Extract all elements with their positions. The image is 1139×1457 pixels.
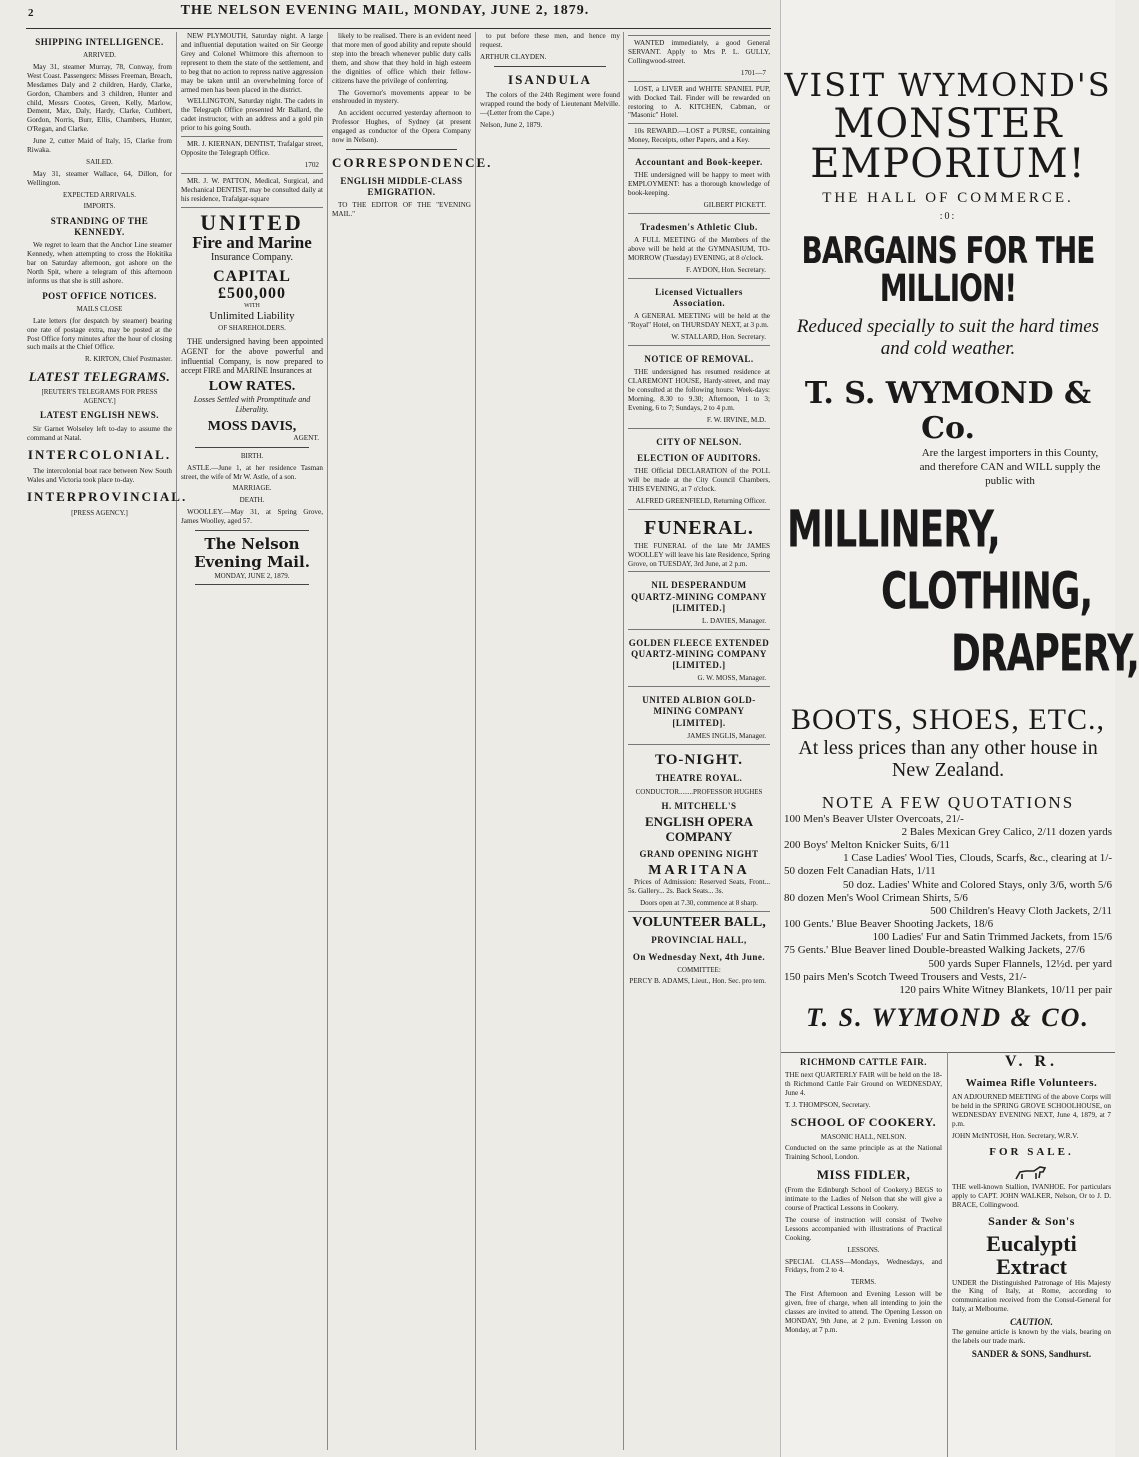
wellington-text: WELLINGTON, Saturday night. The cadets in the Telegraph Office presented Mr Ballard, the cadet instructor, with an address and a gold pin prior to his going South. xyxy=(181,97,323,133)
volunteer-ball-ad xyxy=(628,911,770,986)
lessons-heading: LESSONS. xyxy=(847,1245,880,1254)
united-albion-ad xyxy=(628,686,770,740)
theatre-heading: THEATRE ROYAL. xyxy=(655,773,743,784)
athletic-text: A FULL MEETING of the Members of the above will be held at the GYMNASIUM, TO-MORROW (Tuesday) EVENING, at 8 o'clock. xyxy=(628,236,770,263)
poem-dateline: Nelson, June 2, 1879. xyxy=(480,120,543,129)
insurance-ad-low-rates: LOW RATES. xyxy=(208,379,296,395)
ad-footer-firm-name: T. S. WYMOND & CO. xyxy=(806,1003,1090,1033)
death-heading: DEATH. xyxy=(239,496,265,505)
athletic-heading: Tradesmen's Athletic Club. xyxy=(640,222,758,233)
golden-fleece-ad xyxy=(628,629,770,683)
ad-boots-shoes: BOOTS, SHOES, ETC., xyxy=(790,702,1106,736)
quotation-item: 50 doz. Ladies' White and Colored Stays, only 3/6, worth 5/6 xyxy=(842,878,1112,891)
ad-drapery: DRAPERY, xyxy=(951,625,1139,683)
funeral-ad xyxy=(628,509,770,569)
quotation-item: 200 Boys' Melton Knicker Suits, 6/11 xyxy=(784,838,950,851)
birth-text: ASTLE.—June 1, at her residence Tasman street, the wife of Mr W. Astle, of a son. xyxy=(181,463,323,481)
victuallers-signature: W. STALLARD, Hon. Secretary. xyxy=(671,333,766,342)
course-text: The course of instruction will consist of Twelve Lessons accompanied with illustrations of Practical Cooking. xyxy=(785,1216,942,1242)
insurance-ad-company: Insurance Company. xyxy=(210,252,294,264)
ad-hall-of-commerce: THE HALL OF COMMERCE. xyxy=(822,190,1074,206)
column-3 xyxy=(332,32,493,1450)
english-news-text: Sir Garnet Wolseley left to-day to assume the command at Natal. xyxy=(27,424,172,442)
lost-spaniel-text: LOST, a LIVER and WHITE SPANIEL PUP, with Docked Tail. Finder will be rewarded on restoring to A. KITCHEN, Cabman, or "Masonic" Hotel. xyxy=(628,84,770,120)
tonight-heading: TO-NIGHT. xyxy=(654,751,744,768)
correspondence-heading: CORRESPONDENCE. xyxy=(332,155,493,171)
removal-heading: NOTICE OF REMOVAL. xyxy=(644,353,754,364)
column-rule xyxy=(327,32,328,1450)
vr-emblem: V. R. xyxy=(1004,1053,1059,1070)
election-ad xyxy=(628,428,770,506)
school-cookery-heading: SCHOOL OF COOKERY. xyxy=(790,1114,937,1129)
victuallers-ad xyxy=(628,278,770,342)
golden-fleece-heading: GOLDEN FLEECE EXTENDED QUARTZ-MINING COMPANY [LIMITED.] xyxy=(628,637,770,671)
column-rule xyxy=(947,1052,948,1457)
quotation-item: 150 pairs Men's Scotch Tweed Trousers and Vests, 21/- xyxy=(784,970,1027,983)
marriage-heading: MARRIAGE. xyxy=(232,484,272,493)
funeral-text: THE FUNERAL of the late Mr JAMES WOOLLEY will leave his late Residence, Spring Grove, on TUESDAY, 3rd June, at 2 p.m. xyxy=(628,541,770,568)
quotation-item: 100 Men's Beaver Ulster Overcoats, 21/- xyxy=(784,812,964,825)
mails-close-heading: MAILS CLOSE xyxy=(76,304,123,313)
provincial-hall-heading: PROVINCIAL HALL, xyxy=(651,935,747,946)
birth-heading: BIRTH. xyxy=(240,451,264,460)
golden-fleece-signature: G. W. MOSS, Manager. xyxy=(697,674,766,683)
death-text: WOOLLEY.—May 31, at Spring Grove, James Woolley, aged 57. xyxy=(181,507,323,525)
waimea-text: AN ADJOURNED MEETING of the above Corps will be held in the SPRING GROVE SCHOOLHOUSE, on WEDNESDAY EVENING NEXT, June 4, 1879, at 7 p.m. xyxy=(952,1093,1111,1129)
column-2 xyxy=(181,32,323,1450)
column-rule xyxy=(475,32,476,1450)
paper-title: The Nelson Evening Mail. xyxy=(194,534,310,572)
quotation-item: 75 Gents.' Blue Beaver lined Double-breasted Walking Jackets, 27/6 xyxy=(784,944,1085,957)
divider xyxy=(494,66,606,67)
victuallers-text: A GENERAL MEETING will be held at the "Royal" Hotel, on THURSDAY NEXT, at 3 p.m. xyxy=(628,312,770,330)
insurance-ad-liability: Unlimited Liability xyxy=(209,310,295,323)
volunteer-ball-heading: VOLUNTEER BALL, xyxy=(632,915,766,930)
removal-text: THE undersigned has resumed residence at CLAREMONT HOUSE, Hardy-street, and may be consulted at the following hours: Week-days: Morning, 8.30 to 9.30; Afternoon, 1 to 3; Evening, 6 to 7; Sundays, 2 to 4 p.m. xyxy=(628,368,770,412)
intercolonial-heading: INTERCOLONIAL. xyxy=(27,447,172,463)
divider xyxy=(195,584,309,585)
column-rule xyxy=(176,32,177,1450)
governor-text: The Governor's movements appear to be enshrouded in mystery. xyxy=(332,88,471,106)
quotation-item: 50 dozen Felt Canadian Hats, 1/11 xyxy=(784,865,936,878)
quotation-item: 500 yards Super Flannels, 12½d. per yard xyxy=(928,957,1112,970)
ad-importers-text: Are the largest importers in this County, and therefore CAN and WILL supply the public with xyxy=(919,446,1101,488)
insurance-ad-shareholders: OF SHAREHOLDERS. xyxy=(218,324,286,333)
stranding-heading: STRANDING OF THE KENNEDY. xyxy=(50,215,149,238)
accountant-signature: GILBERT PICKETT. xyxy=(703,201,766,210)
dentist-ad-text: MR. J. KIERNAN, DENTIST, Trafalgar street, Opposite the Telegraph Office. xyxy=(181,140,323,158)
reward-ad xyxy=(628,123,770,145)
servant-wanted-number: 1701—7 xyxy=(740,68,766,77)
grand-opening-heading: GRAND OPENING NIGHT xyxy=(639,848,759,859)
richmond-heading: RICHMOND CATTLE FAIR. xyxy=(800,1057,927,1067)
conductor-line: CONDUCTOR........PROFESSOR HUGHES xyxy=(635,787,763,796)
united-albion-signature: JAMES INGLIS, Manager. xyxy=(687,731,766,740)
election-heading: ELECTION OF AUDITORS. xyxy=(637,452,761,463)
post-office-text: Late letters (for despatch by steamer) bearing one rate of postage extra, may be posted at the Post Office forty minutes after the hour of closing such mails at the Chief Office. xyxy=(27,316,172,352)
arrived-heading: ARRIVED. xyxy=(83,51,116,60)
letter-salutation: TO THE EDITOR OF THE "EVENING MAIL." xyxy=(332,201,471,219)
sailed-text: May 31, steamer Wallace, 64, Dillon, for Wellington. xyxy=(27,169,172,187)
quotation-item: 2 Bales Mexican Grey Calico, 2/11 dozen yards xyxy=(901,825,1112,838)
election-text: THE Official DECLARATION of the POLL will be made at the City Council Chambers, THIS EVENING, at 7 o'clock. xyxy=(628,466,770,493)
accountant-text: THE undersigned will be happy to meet with EMPLOYMENT: has a thorough knowledge of book-keeping. xyxy=(628,171,770,198)
arrived-text-2: June 2, cutter Maid of Italy, 15, Clarke from Riwaka. xyxy=(27,137,172,155)
eucalypti-text: UNDER the Distinguished Patronage of His Majesty the King of Italy, at Rome, according to communication received from the Consul-General for Italy, at Melbourne. xyxy=(952,1278,1111,1314)
city-heading: CITY OF NELSON. xyxy=(656,436,742,447)
insurance-ad-united: UNITED xyxy=(200,209,304,235)
removal-ad xyxy=(628,345,770,425)
reward-text: 10s REWARD.—LOST a PURSE, containing Money, Receipts, other Papers, and a Key. xyxy=(628,127,770,145)
insurance-ad-losses: Losses Settled with Promptitude and Liberality. xyxy=(193,394,311,414)
stranding-text: We regret to learn that the Anchor Line steamer Kennedy, when attempting to cross the Hokitika bar on Saturday afternoon, got ashore on the North Spit, where a telegram of this afternoon informs us that she is still ashore. xyxy=(27,241,172,285)
letter-signature: ARTHUR CLAYDEN. xyxy=(480,52,547,61)
masthead-title: THE NELSON EVENING MAIL, MONDAY, JUNE 2, 1879. xyxy=(180,3,590,18)
column-4 xyxy=(480,32,620,1450)
lessons-text: SPECIAL CLASS—Mondays, Wednesdays, and Fridays, from 2 to 4. xyxy=(785,1257,942,1275)
mitchell-heading: H. MITCHELL'S xyxy=(661,801,737,812)
quotation-item: 80 dozen Men's Wool Crimean Shirts, 5/6 xyxy=(784,891,968,904)
insurance-ad-agent: AGENT. xyxy=(293,433,319,442)
insurance-ad xyxy=(181,207,323,443)
dentist-ad-number: 1702 xyxy=(304,160,319,169)
quotation-item: 100 Ladies' Fur and Satin Trimmed Jackets, from 15/6 xyxy=(872,931,1112,944)
lost-spaniel-ad xyxy=(628,81,770,121)
isandula-epigraph: The colors of the 24th Regiment were found wrapped round the body of Lieutenant Melville.—(Letter from the Cape.) xyxy=(480,90,620,117)
intercolonial-text: The intercolonial boat race between New South Wales and Victoria took place to-day. xyxy=(27,466,172,484)
masonic-hall-heading: MASONIC HALL, NELSON. xyxy=(820,1132,907,1141)
eucalypti-heading: Eucalypti Extract xyxy=(986,1231,1077,1280)
ball-date-heading: On Wednesday Next, 4th June. xyxy=(632,951,766,962)
ball-signature: PERCY B. ADAMS, Lieut., Hon. Sec. pro tem. xyxy=(629,977,766,986)
expected-heading: EXPECTED ARRIVALS. xyxy=(63,190,136,199)
ad-quotations-heading: NOTE A FEW QUOTATIONS xyxy=(821,792,1075,812)
shipping-heading: SHIPPING INTELLIGENCE. xyxy=(35,37,164,47)
for-sale-heading: FOR SALE. xyxy=(989,1146,1074,1159)
paper-date: MONDAY, JUNE 2, 1879. xyxy=(214,571,290,580)
ad-clothing: CLOTHING, xyxy=(881,563,1093,621)
masthead xyxy=(0,3,770,27)
divider xyxy=(195,447,309,448)
editorial-text: likely to be realised. There is an evident need that more men of good ability and repute should step into the breach whenever public duty calls them, and show that they hold in high esteem the dignities of office which their fellow-citizens have the privilege of conferring. xyxy=(332,32,471,85)
insurance-ad-agent-name: MOSS DAVIS, xyxy=(207,418,297,434)
funeral-heading: FUNERAL. xyxy=(644,516,754,539)
isandula-heading: ISANDULA xyxy=(508,71,592,87)
dentist-ad-text-2: MR. J. W. PATTON, Medical, Surgical, and Mechanical DENTIST, may be consulted daily at his residence, Trafalgar-square xyxy=(181,176,323,203)
divider xyxy=(195,530,309,531)
wymonds-advertisement xyxy=(780,0,1139,1457)
election-signature: ALFRED GREENFIELD, Returning Officer. xyxy=(635,496,766,505)
interprovincial-heading: INTERPROVINCIAL. xyxy=(27,489,188,505)
ad-bargains: BARGAINS FOR THE MILLION! xyxy=(801,228,1095,311)
ad-visit-wymonds: VISIT WYMOND'S xyxy=(784,66,1112,104)
waimea-heading: Waimea Rifle Volunteers. xyxy=(965,1076,1098,1089)
reuter-subheading: [REUTER'S TELEGRAMS FOR PRESS AGENCY.] xyxy=(41,388,158,405)
ad-reduced: Reduced specially to suit the hard times and cold weather. xyxy=(796,316,1100,359)
dentist-ad-patton xyxy=(181,173,323,204)
terms-text: The First Afternoon and Evening Lesson will be given, free of charge, when all intending to join the classes are invited to attend. The Opening Lesson on MONDAY, 9th June, at 2 p.m. Evening Lesson on Monday, at 7 p.m. xyxy=(785,1290,942,1334)
servant-wanted-ad xyxy=(628,35,770,78)
postmaster-signature: R. KIRTON, Chief Postmaster. xyxy=(85,355,172,364)
imports-heading: IMPORTS. xyxy=(83,202,116,211)
right-lower-ads xyxy=(781,1052,1115,1457)
insurance-ad-capital: CAPITAL £500,000 xyxy=(213,267,291,303)
nil-desperandum-heading: NIL DESPERANDUM QUARTZ-MINING COMPANY [LIMITED.] xyxy=(631,580,767,613)
accountant-ad xyxy=(628,148,770,210)
ad-less-prices: At less prices than any other house in New Zealand. xyxy=(798,736,1098,781)
quotation-item: 120 pairs White Witney Blankets, 10/11 per pair xyxy=(899,984,1112,997)
sander-signature: SANDER & SONS, Sandhurst. xyxy=(971,1349,1092,1360)
column-1 xyxy=(27,32,188,1450)
prices-text: Prices of Admission: Reserved Seats, Front... 5s. Gallery... 2s. Back Seats... 3s. xyxy=(628,878,770,896)
doors-text: Doors open at 7.30, commence at 8 sharp. xyxy=(640,899,758,908)
post-office-heading: POST OFFICE NOTICES. xyxy=(42,290,157,301)
miss-fidler-heading: MISS FIDLER, xyxy=(816,1167,911,1183)
ornament-divider: :0: xyxy=(939,211,957,222)
insurance-ad-text: THE undersigned having been appointed AGENT for the above powerful and influential Company, is now prepared to accept FIRE and MARINE Insurances at xyxy=(181,336,323,376)
english-news-heading: LATEST ENGLISH NEWS. xyxy=(40,410,159,421)
lower-left-column xyxy=(785,1052,942,1457)
ad-monster-emporium: MONSTER EMPORIUM! xyxy=(810,101,1086,187)
lower-right-column xyxy=(952,1052,1111,1457)
sander-heading: Sander & Son's xyxy=(988,1214,1075,1229)
victuallers-heading: Licensed Victuallers Association. xyxy=(655,286,743,309)
insurance-ad-with: WITH xyxy=(244,303,260,310)
letter-text: to put before these men, and hence my request. xyxy=(480,32,620,49)
nil-desperandum-ad xyxy=(628,571,770,625)
fidler-text: (From the Edinburgh School of Cookery.) BEGS to intimate to the Ladies of Nelson that she will give a course of Practical Lessons in Cookery. xyxy=(785,1186,942,1213)
servant-wanted-text: WANTED immediately, a good General SERVANT. Apply to Mrs P. L. GULLY, Collingwood-street. xyxy=(628,39,770,65)
dentist-ad-kiernan xyxy=(181,136,323,170)
waimea-signature: JOHN McINTOSH, Hon. Secretary, W.R.V. xyxy=(952,1132,1079,1141)
divider xyxy=(346,149,457,150)
telegrams-heading: LATEST TELEGRAMS. xyxy=(28,369,171,385)
caution-text: The genuine article is known by the vials, bearing on the labels our trade mark. xyxy=(952,1328,1111,1346)
nil-desperandum-signature: L. DAVIES, Manager. xyxy=(702,616,766,625)
emigration-heading: ENGLISH MIDDLE-CLASS EMIGRATION. xyxy=(340,176,463,198)
quotations-list xyxy=(781,813,1115,998)
sailed-heading: SAILED. xyxy=(86,158,113,167)
opera-ad xyxy=(628,744,770,908)
quotation-item: 1 Case Ladies' Wool Ties, Clouds, Scarfs, &c., clearing at 1/- xyxy=(843,852,1112,865)
quotation-item: 100 Gents.' Blue Beaver Shooting Jackets, 18/6 xyxy=(784,918,994,931)
richmond-text: THE next QUARTERLY FAIR will be held on the 18-th Richmond Cattle Fair Ground on WEDNESDAY, June 4. xyxy=(785,1071,942,1097)
terms-heading: TERMS. xyxy=(850,1278,877,1287)
horse-icon xyxy=(1012,1163,1052,1183)
accident-text: An accident occurred yesterday afternoon to Professor Hughes, of Sydney (at present engaged as conductor of the Opera Company now in Nelson). xyxy=(332,109,471,145)
athletic-club-ad xyxy=(628,213,770,275)
accountant-heading: Accountant and Book-keeper. xyxy=(635,157,763,168)
column-rule xyxy=(623,32,624,1450)
united-albion-heading: UNITED ALBION GOLD-MINING COMPANY [LIMITED]. xyxy=(642,695,756,728)
ad-firm-name: T. S. WYMOND & Co. xyxy=(804,375,1092,446)
athletic-signature: F. AYDON, Hon. Secretary. xyxy=(686,265,766,274)
maritana-heading: MARITANA xyxy=(648,863,750,879)
removal-signature: F. W. IRVINE, M.D. xyxy=(706,415,766,424)
masthead-rule xyxy=(26,28,771,29)
insurance-ad-fire: Fire and Marine xyxy=(192,232,312,252)
for-sale-text: THE well-known Stallion, IVANHOE. For particulars apply to CAPT. JOHN WALKER, Nelson, Or to J. D. BRACE, Collingwood. xyxy=(952,1182,1111,1209)
cookery-intro: Conducted on the same principle as at the National Training School, London. xyxy=(785,1144,942,1162)
arrived-text: May 31, steamer Murray, 78, Conway, from West Coast. Passengers: Misses Freeman, Breach, Mesdames Daly and 2 children, Hardy, Clarke, Gordon, Chambers and 3 children, Hunter and child, Messrs Cootes, Green, Kelly, Marlow, Dement, Max, Daly, Hardy, Clarke, Cuthbert, Gordon, Norris, Burr, Ellis, Chambers, Hunter, O'Regan, and Clarke. xyxy=(27,62,172,134)
committee-heading: COMMITTEE: xyxy=(677,965,721,974)
new-plymouth-text: NEW PLYMOUTH, Saturday night. A large and influential deputation waited on Sir George Grey and Colonel Whitmore this afternoon to represent to them the state of the settlement, and to beg that no action to repress native aggression may be taken until an overwhelming force of armed men has been placed in the district. xyxy=(181,32,323,94)
quotation-item: 500 Children's Heavy Cloth Jackets, 2/11 xyxy=(930,904,1112,917)
page-number: 2 xyxy=(28,7,35,19)
caution-heading: CAUTION. xyxy=(1010,1317,1053,1328)
press-agency-subheading: [PRESS AGENCY.] xyxy=(71,508,128,517)
richmond-signature: T. J. THOMPSON, Secretary. xyxy=(785,1100,871,1109)
column-5 xyxy=(628,32,770,1450)
ad-millinery: MILLINERY, xyxy=(787,501,1000,559)
opera-company-heading: ENGLISH OPERA COMPANY xyxy=(645,814,753,844)
